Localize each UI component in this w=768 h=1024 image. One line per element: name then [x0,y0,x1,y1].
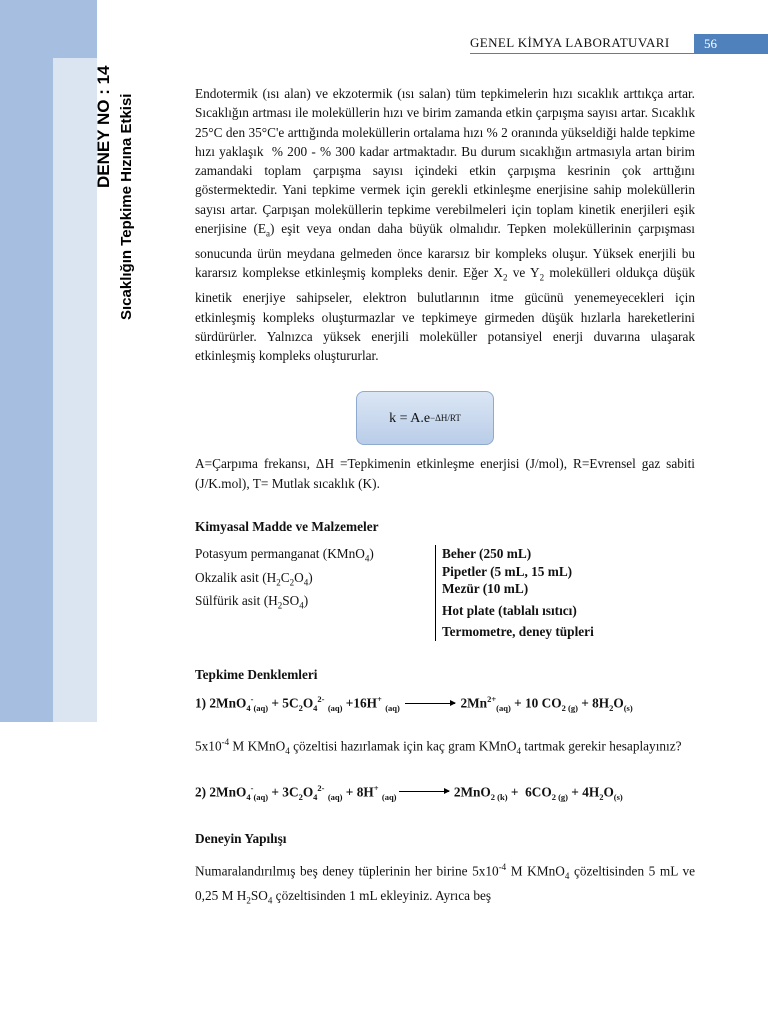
arrhenius-formula-box [356,391,494,445]
reaction-arrow [405,703,455,704]
calculation-question: $5x10^{-4}$ M KMnO$_4$ çözeltisi hazırlamak için kaç gram KMnO$_4$ tartmak gerekir hesaplayınız? [195,736,682,756]
intro-paragraph: Endotermik (ısı alan) ve ekzotermik (ısı salan) tüm tepkimelerin hızı sıcaklık arttıkça artar. Sıcaklığın artması ile moleküllerin hızı ve birim zamanda etkin çarpışma sayısı artar. Sıcaklık 25°C den 35°C'e arttığında moleküllerin ortalama hızı % 2 oranında yükseldiği halde tepkime hızı yaklaşık % 200 - % 300 kadar artmaktadır. Bu durum sıcaklığın artmasıyla artan birim zamandaki toplam çarpışma sayısı içindeki etkin çarpışma kesrinin çok arttığını göstermektedir. Yani tepkime vermek için gerekli etkinleşme enerjisine sahip moleküllerin sayısı artar. Çarpışan moleküllerin tepkime verebilmeleri için toplam kinetik enerjileri eşik enerjisine $(E_a)$ eşit veya ondan daha büyük olmalıdır. Tepken moleküllerinin çarpışması sonucunda ürün meydana gelmeden önce kararsız bir kompleks oluşur. Yüksek enerjili bu kararsız komplekse etkinleşmiş kompleks denir. Eğer $X_2$ ve $Y_2$ molekülleri oldukça düşük kinetik enerjiye sahipseler, elektron bulutlarının itme gücünü yenemeyecekleri için etkinleşmiş kompleks oluşturmazlar ve tepkimeye girmeden düşük hızlarla hareketlerini sürdürürler. Yalnızca yüksek enerjili moleküller potansiyel enerji duvarına ulaşarak etkinleşmiş kompleks oluştururlar. [195,86,696,364]
equipment-item: Hot plate (tablalı ısıtıcı) [442,602,577,618]
chemicals-list [195,545,435,641]
equipment-item: Pipetler (5 mL, 15 mL) [442,563,573,579]
equipment-item: Termometre, deney tüpleri [442,624,594,640]
formula-exponent: −ΔH/RT [430,412,461,423]
sidebar-band-dark [0,0,53,722]
materials-table [195,545,695,641]
procedure-heading: Deneyin Yapılışı [195,831,287,847]
chemical-item: Potasyum permanganat (KMnO$_4$) [195,546,374,565]
reaction-arrow [399,791,449,792]
equations-heading: Tepkime Denklemleri [195,666,318,682]
header-divider [470,53,768,54]
page-number: 56 [694,34,768,53]
chemical-item: Okzalik asit $(H_2C_2O_4)$ [195,569,313,588]
sidebar-band-top [53,0,97,58]
chemical-item: Sülfürik asit $(H_2SO_4)$ [195,592,309,611]
reaction-equation-2: 2) $2MnO_4^-_{(aq)} + 3C_2O_4^{2-}$ $_{(aq)}$ + 8H+ $_{(aq)}$ $2MnO_{2 (k)} + 6CO_{2 (g)} + 4H_2O_{(s)}$ [195,782,623,802]
materials-heading: Kimyasal Madde ve Malzemeler [195,519,379,535]
experiment-title: Sıcaklığın Tepkime Hızına Etkisi [118,93,135,320]
formula-base: k = A.e [389,410,431,426]
header-title: GENEL KİMYA LABORATUVARI [470,35,670,50]
sidebar-band-light [53,58,97,722]
equipment-list [435,545,594,641]
vertical-title [94,62,158,332]
page-content [195,84,695,911]
procedure-text: Numaralandırılmış beş deney tüplerinin her birine $5x10^{-4}$ M KMnO$_4$ çözeltisinden 5 mL ve 0,25 M $H_2SO_4$ çözeltisinden 1 mL ekleyiniz. Ayrıca beş [195,861,696,906]
equipment-item: Mezür (10 mL) [442,581,529,597]
experiment-number: DENEY NO : 14 [94,65,113,188]
reaction-equation-1: 1) $2MnO_4^-_{(aq)} + 5C_2O_4^{2-}$ $_{(aq)}$ +16H+ $_{(aq)}$ $2Mn^{2+}_{(aq)} + 10$ $CO_{2 (g)} + 8H_2O_{(s)}$ [195,694,633,714]
equipment-item: Beher (250 mL) [442,546,532,562]
formula-variables: A=Çarpıma frekansı, ΔH =Tepkimenin etkinleşme enerjisi (J/mol), R=Evrensel gaz sabiti (J/K.mol), T= Mutlak sıcaklık (K). [195,456,695,491]
